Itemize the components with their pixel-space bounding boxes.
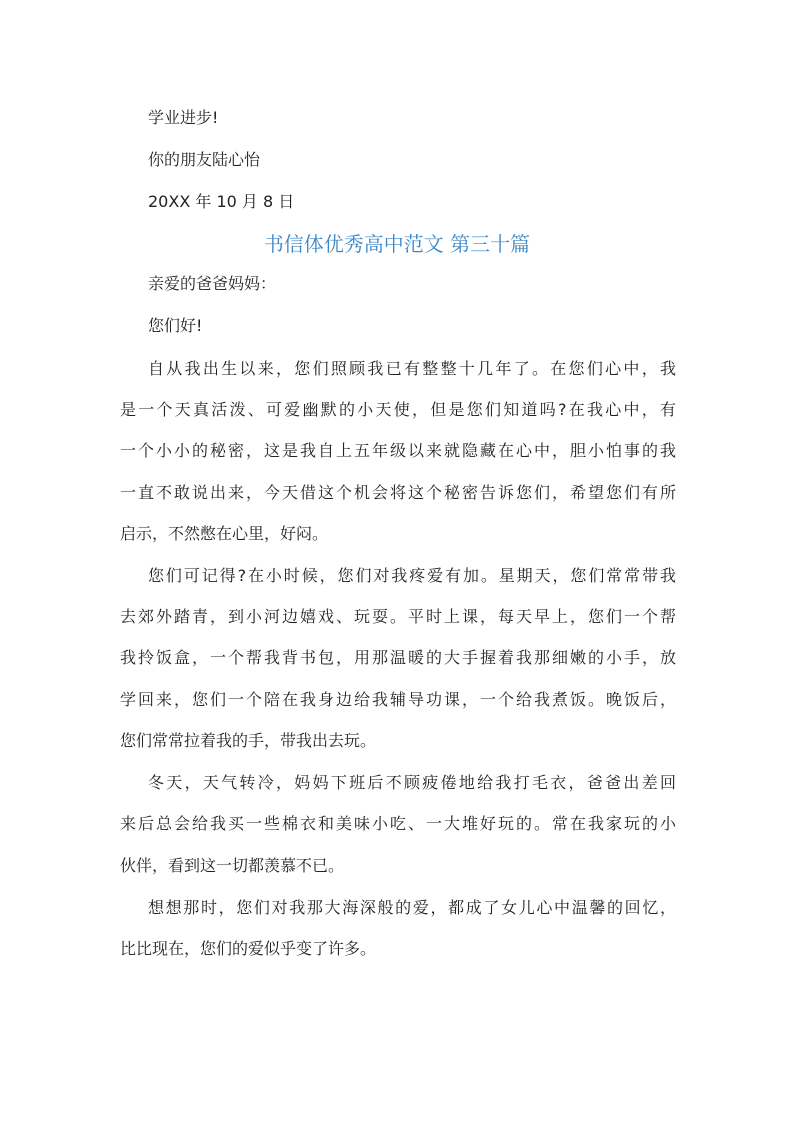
paragraph-line: 一个小小的秘密，这是我自上五年级以来就隐藏在心中，胆小怕事的我 <box>120 441 676 460</box>
salutation: 亲爱的爸爸妈妈： <box>148 274 277 293</box>
paragraph-line: 冬天，天气转冷，妈妈下班后不顾疲倦地给我打毛衣，爸爸出差回 <box>148 773 676 792</box>
paragraph-line: 伙伴，看到这一切都羡慕不已。 <box>120 856 345 875</box>
paragraph-line: 想想那时，您们对我那大海深般的爱，都成了女儿心中温馨的回忆， <box>148 898 676 917</box>
greeting: 您们好! <box>148 316 203 335</box>
paragraph-line: 我拎饭盒，一个帮我背书包，用那温暖的大手握着我那细嫩的小手，放 <box>120 648 676 667</box>
paragraph-line: 一直不敢说出来，今天借这个机会将这个秘密告诉您们，希望您们有所 <box>120 483 676 502</box>
paragraph-line: 自从我出生以来，您们照顾我已有整整十几年了。在您们心中，我 <box>148 359 676 378</box>
paragraph-line: 您们可记得?在小时候，您们对我疼爱有加。星期天，您们常常带我 <box>148 566 676 585</box>
paragraph-line: 学回来，您们一个陪在我身边给我辅导功课，一个给我煮饭。晚饭后， <box>120 690 676 709</box>
closing-signature: 你的朋友陆心怡 <box>148 150 261 169</box>
closing-date: 20XX 年 10 月 8 日 <box>148 192 295 211</box>
section-title: 书信体优秀高中范文 第三十篇 <box>263 232 531 256</box>
paragraph-line: 您们常常拉着我的手，带我出去玩。 <box>120 731 377 750</box>
paragraph-line: 去郊外踏青，到小河边嬉戏、玩耍。平时上课，每天早上，您们一个帮 <box>120 607 676 626</box>
paragraph-line: 来后总会给我买一些棉衣和美味小吃、一大堆好玩的。常在我家玩的小 <box>120 814 676 833</box>
paragraph-line: 启示，不然憋在心里，好闷。 <box>120 524 329 543</box>
paragraph-line: 比比现在，您们的爱似乎变了许多。 <box>120 939 377 958</box>
closing-wish: 学业进步! <box>148 108 219 127</box>
paragraph-line: 是一个天真活泼、可爱幽默的小天使，但是您们知道吗?在我心中，有 <box>120 400 676 419</box>
